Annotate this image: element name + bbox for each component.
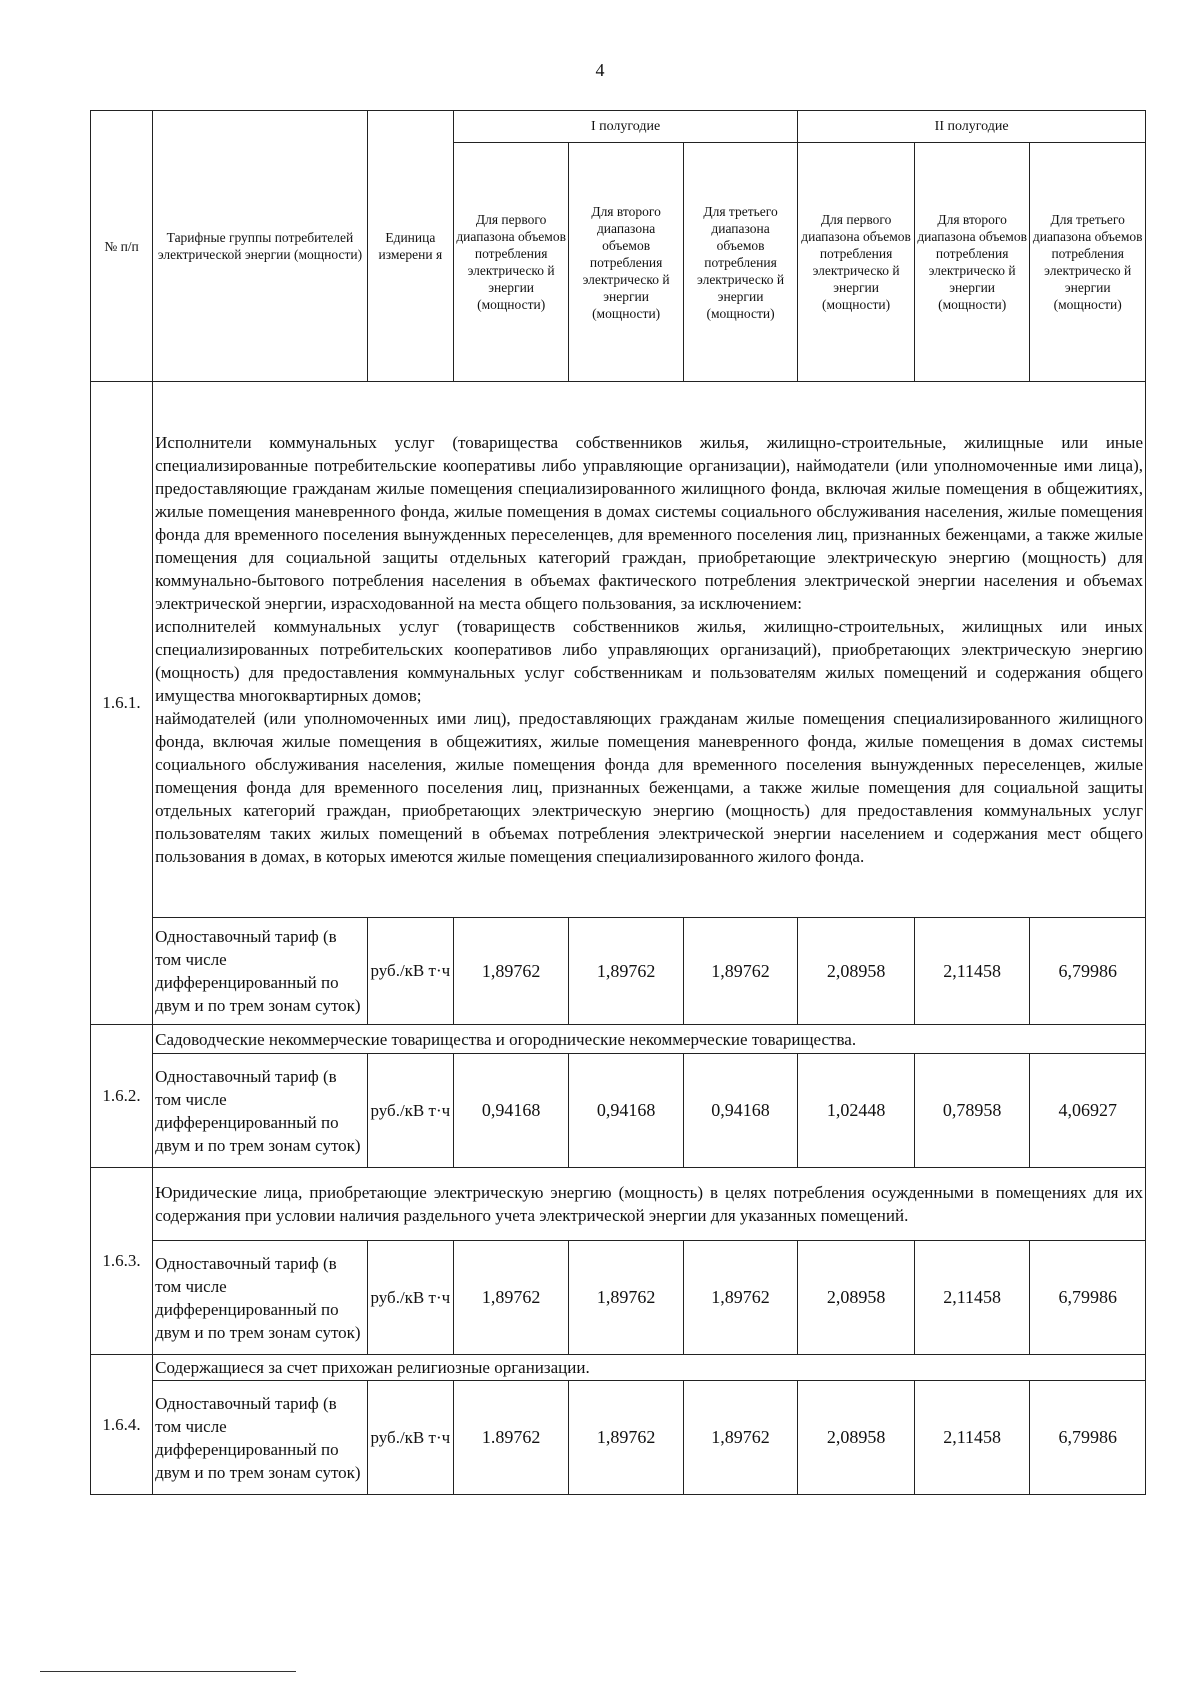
column-header-range: Для третьего диапазона объемов потребления электрическо й энергии (мощности) <box>683 143 797 382</box>
value-cell: 6,79986 <box>1030 1381 1146 1495</box>
column-header-range: Для второго диапазона объемов потребления электрическо й энергии (мощности) <box>569 143 683 382</box>
value-cell: 1,89762 <box>453 1241 569 1355</box>
tariff-row <box>91 1381 1146 1495</box>
unit-cell: руб./кВ т·ч <box>367 1381 453 1495</box>
column-header-tariff-group: Тарифные группы потребителей электрической энергии (мощности) <box>153 111 368 382</box>
value-cell: 2,08958 <box>798 1381 915 1495</box>
value-cell: 4,06927 <box>1030 1054 1146 1168</box>
row-number: 1.6.4. <box>91 1355 153 1495</box>
footnote-divider <box>40 1671 296 1672</box>
tariff-row <box>91 1054 1146 1168</box>
row-number: 1.6.1. <box>91 382 153 1025</box>
description-paragraph: Содержащиеся за счет прихожан религиозные организации. <box>155 1358 590 1377</box>
value-cell: 2,11458 <box>914 918 1030 1025</box>
column-header-range: Для второго диапазона объемов потребления электрическо й энергии (мощности) <box>914 143 1030 382</box>
column-header-half-year-1: I полугодие <box>453 111 797 143</box>
column-header-number: № п/п <box>91 111 153 382</box>
row-number: 1.6.3. <box>91 1168 153 1355</box>
value-cell: 1.89762 <box>453 1381 569 1495</box>
header-row-top <box>91 111 1146 143</box>
description-paragraph: Садоводческие некоммерческие товарищества и огороднические некоммерческие товарищества. <box>155 1029 857 1049</box>
column-header-range: Для первого диапазона объемов потребления электрическо й энергии (мощности) <box>453 143 569 382</box>
row-number: 1.6.2. <box>91 1025 153 1168</box>
value-cell: 2,08958 <box>798 1241 915 1355</box>
value-cell: 1,89762 <box>683 1381 797 1495</box>
value-cell: 1,89762 <box>569 1381 683 1495</box>
value-cell: 0,94168 <box>453 1054 569 1168</box>
description-paragraph: Юридические лица, приобретающие электрическую энергию (мощность) в целях потребления осужденными в помещениях для их содержания при условии наличия раздельного учета электрической энергии для указанных помещений. <box>155 1183 1143 1225</box>
value-cell: 2,11458 <box>914 1381 1030 1495</box>
value-cell: 6,79986 <box>1030 918 1146 1025</box>
unit-cell: руб./кВ т·ч <box>367 1054 453 1168</box>
tariff-row <box>91 1241 1146 1355</box>
group-description-row <box>91 382 1146 918</box>
value-cell: 0,94168 <box>569 1054 683 1168</box>
column-header-range: Для третьего диапазона объемов потребления электрическо й энергии (мощности) <box>1030 143 1146 382</box>
description-paragraph: наймодателей (или уполномоченных ими лиц), предоставляющих гражданам жилые помещения специализированного жилищного фонда, включая жилые помещения в общежитиях, жилые помещения маневренного фонда, жилые помещения в домах системы социального обслуживания населения, жилые помещения фонда для временного поселения вынужденных переселенцев, жилые помещения фонда для временного поселения лиц, признанных беженцами, а также жилые помещения для социальной защиты отдельных категорий граждан, приобретающих электрическую энергию (мощность) для предоставления коммунальных услуг пользователям таких жилых помещений в объемах потребления электрической энергии населением и содержания мест общего пользования в домах, в которых имеются жилые помещения специализированного жилого фонда. <box>155 709 1143 866</box>
value-cell: 0,78958 <box>914 1054 1030 1168</box>
tariff-label: Одноставочный тариф (в том числе дифференцированный по двум и по трем зонам суток) <box>153 1054 368 1168</box>
tariff-label: Одноставочный тариф (в том числе дифференцированный по двум и по трем зонам суток) <box>153 1241 368 1355</box>
group-description-row <box>91 1025 1146 1054</box>
unit-cell: руб./кВ т·ч <box>367 918 453 1025</box>
unit-cell: руб./кВ т·ч <box>367 1241 453 1355</box>
group-description <box>153 1168 1146 1241</box>
value-cell: 1,89762 <box>569 1241 683 1355</box>
tariff-table <box>90 110 1146 1495</box>
description-paragraph: Исполнители коммунальных услуг (товарищества собственников жилья, жилищно-строительные, жилищные или иные специализированные потребительские кооперативы либо управляющие организации), наймодатели (или уполномоченные ими лица), предоставляющие гражданам жилые помещения специализированного жилищного фонда, включая жилые помещения в общежитиях, жилые помещения маневренного фонда, жилые помещения в домах системы социального обслуживания населения, жилые помещения фонда для временного поселения вынужденных переселенцев, для временного поселения лиц, признанных беженцами, а также жилые помещения для социальной защиты отдельных категорий граждан, приобретающие электрическую энергию (мощность) для коммунально-бытового потребления населения в объемах фактического потребления электрической энергии населения и объемах электрической энергии, израсходованной на места общего пользования, за исключением: <box>155 433 1143 613</box>
tariff-label: Одноставочный тариф (в том числе дифференцированный по двум и по трем зонам суток) <box>153 918 368 1025</box>
column-header-range: Для первого диапазона объемов потребления электрическо й энергии (мощности) <box>798 143 915 382</box>
column-header-unit: Единица измерени я <box>367 111 453 382</box>
value-cell: 1,89762 <box>683 1241 797 1355</box>
column-header-half-year-2: II полугодие <box>798 111 1146 143</box>
description-paragraph: исполнителей коммунальных услуг (товариществ собственников жилья, жилищно-строительных, жилищных или иных специализированных потребительских кооперативов либо управляющих организаций), приобретающих электрическую энергию (мощность) для предоставления коммунальных услуг собственникам и пользователям жилых помещений и содержания общего имущества многоквартирных домов; <box>155 617 1143 705</box>
value-cell: 6,79986 <box>1030 1241 1146 1355</box>
group-description-row <box>91 1355 1146 1381</box>
value-cell: 1,89762 <box>683 918 797 1025</box>
group-description <box>153 382 1146 918</box>
tariff-row <box>91 918 1146 1025</box>
page-number: 4 <box>595 60 605 80</box>
group-description <box>153 1025 1146 1054</box>
value-cell: 2,11458 <box>914 1241 1030 1355</box>
value-cell: 1,89762 <box>453 918 569 1025</box>
value-cell: 0,94168 <box>683 1054 797 1168</box>
value-cell: 1,89762 <box>569 918 683 1025</box>
value-cell: 1,02448 <box>798 1054 915 1168</box>
tariff-label: Одноставочный тариф (в том числе дифференцированный по двум и по трем зонам суток) <box>153 1381 368 1495</box>
group-description-row <box>91 1168 1146 1241</box>
value-cell: 2,08958 <box>798 918 915 1025</box>
group-description <box>153 1355 1146 1381</box>
